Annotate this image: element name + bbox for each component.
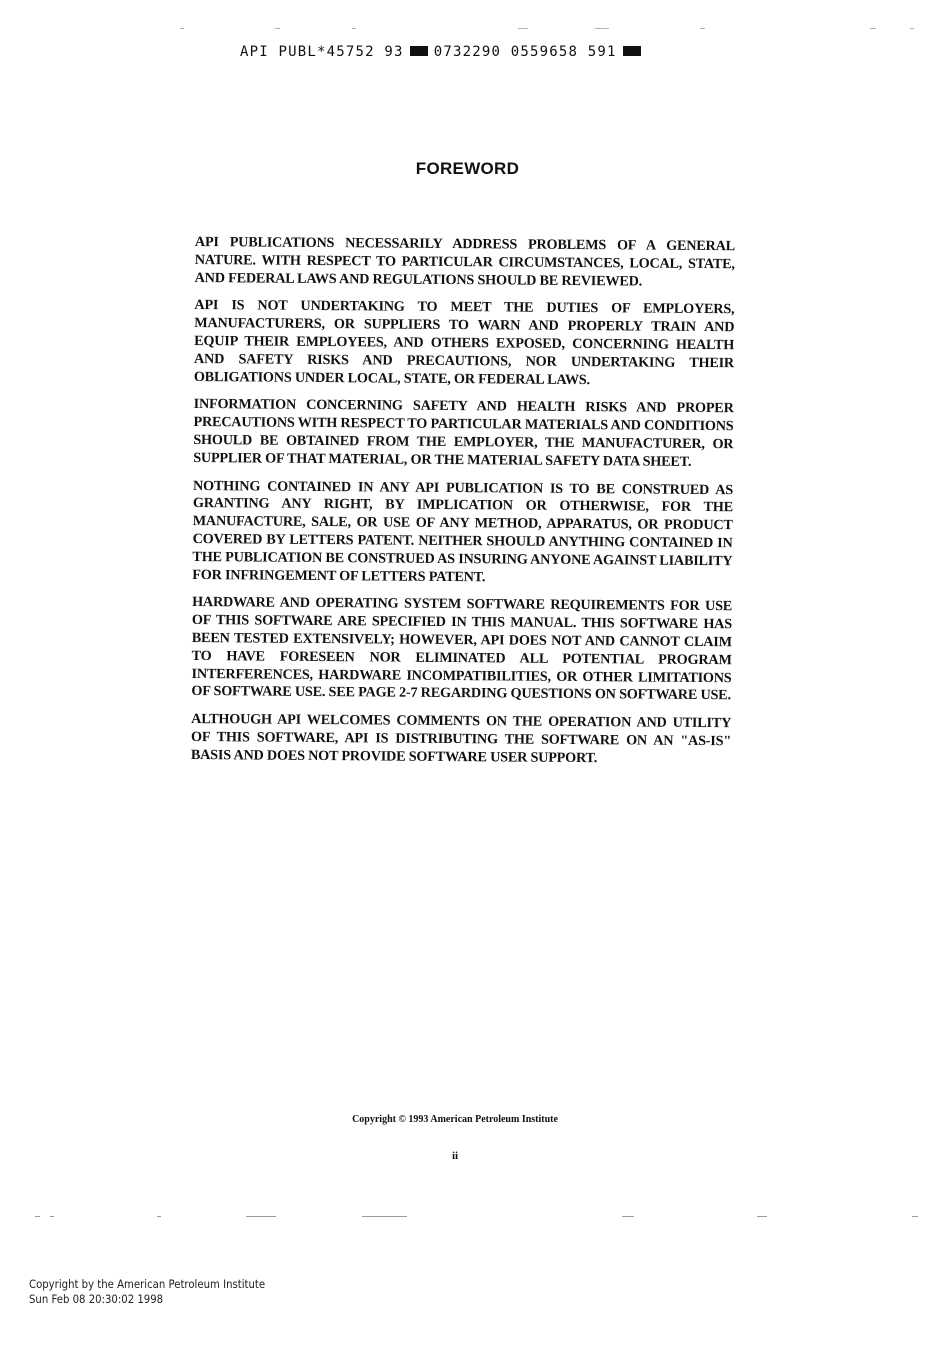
paragraph-letters-patent: NOTHING CONTAINED IN ANY API PUBLICATION IS TO BE CONSTRUED AS GRANTING ANY RIGHT, BY IMPLICATION OR OTHERWISE, FOR THE MANUFACTURE, SALE, OR USE OF ANY METHOD, APPARATUS, OR PRODUCT COVERED BY LETTERS PATENT. NEITHER SHOULD ANYTHING CONTAINED IN THE PUBLICATION BE CONSTRUED AS INSURING ANYONE AGAINST LIABILITY FOR INFRINGEMENT OF LETTERS PATENT. (192, 477, 734, 585)
redaction-block (623, 46, 641, 56)
paragraph-software-requirements: HARDWARE AND OPERATING SYSTEM SOFTWARE REQUIREMENTS FOR USE OF THIS SOFTWARE ARE SPECIFIED IN THIS MANUAL. THIS SOFTWARE HAS BEEN TESTED EXTENSIVELY; HOWEVER, API DOES NOT AND CANNOT CLAIM TO HAVE FORESEEN NOR ELIMINATED ALL POTENTIAL PROGRAM INTERFERENCES, HARDWARE INCOMPATIBILITIES, OR OTHER LIMITATIONS OF SOFTWARE USE. SEE PAGE 2-7 REGARDING QUESTIONS ON SOFTWARE USE. (191, 594, 733, 704)
footer-copyright: Copyright by the American Petroleum Institute (29, 1277, 266, 1291)
footer-timestamp: Sun Feb 08 20:30:02 1998 (29, 1291, 164, 1306)
scan-artifact-bottom (30, 1216, 920, 1218)
document-header-code (240, 44, 760, 60)
redaction-block (410, 46, 428, 56)
header-code-part1: API PUBL*45752 93 (240, 44, 404, 60)
page-number: ii (451, 1150, 459, 1162)
paragraph-general-nature: API PUBLICATIONS NECESSARILY ADDRESS PROBLEMS OF A GENERAL NATURE. WITH RESPECT TO PARTICULAR CIRCUMSTANCES, LOCAL, STATE, AND FEDERAL LAWS AND REGULATIONS SHOULD BE REVIEWED. (194, 234, 735, 290)
scan-artifact-top (180, 28, 920, 30)
header-code-part2: 0732290 0559658 591 (433, 44, 617, 60)
paragraph-as-is-support: ALTHOUGH API WELCOMES COMMENTS ON THE OPERATION AND UTILITY OF THIS SOFTWARE, API IS DISTRIBUTING THE SOFTWARE ON AN "AS-IS" BASIS AND DOES NOT PROVIDE SOFTWARE USER SUPPORT. (190, 711, 732, 766)
paragraph-safety-information: INFORMATION CONCERNING SAFETY AND HEALTH RISKS AND PROPER PRECAUTIONS WITH RESPECT TO PARTICULAR MATERIALS AND CONDITIONS SHOULD BE OBTAINED FROM THE EMPLOYER, THE MANUFACTURER, OR SUPPLIER OF THAT MATERIAL, OR THE MATERIAL SAFETY DATA SHEET. (193, 396, 734, 470)
paragraph-employer-duties: API IS NOT UNDERTAKING TO MEET THE DUTIES OF EMPLOYERS, MANUFACTURERS, OR SUPPLIERS TO WARN AND PROPERLY TRAIN AND EQUIP THEIR EMPLOYEES, AND OTHERS EXPOSED, CONCERNING HEALTH AND SAFETY RISKS AND PRECAUTIONS, NOR UNDERTAKING THEIR OBLIGATIONS UNDER LOCAL, STATE, OR FEDERAL LAWS. (193, 297, 735, 388)
page-title: FOREWORD (415, 159, 520, 178)
footer-stamp (29, 1277, 265, 1306)
foreword-body (191, 234, 735, 779)
copyright-notice: Copyright © 1993 American Petroleum Institute (352, 1114, 558, 1125)
